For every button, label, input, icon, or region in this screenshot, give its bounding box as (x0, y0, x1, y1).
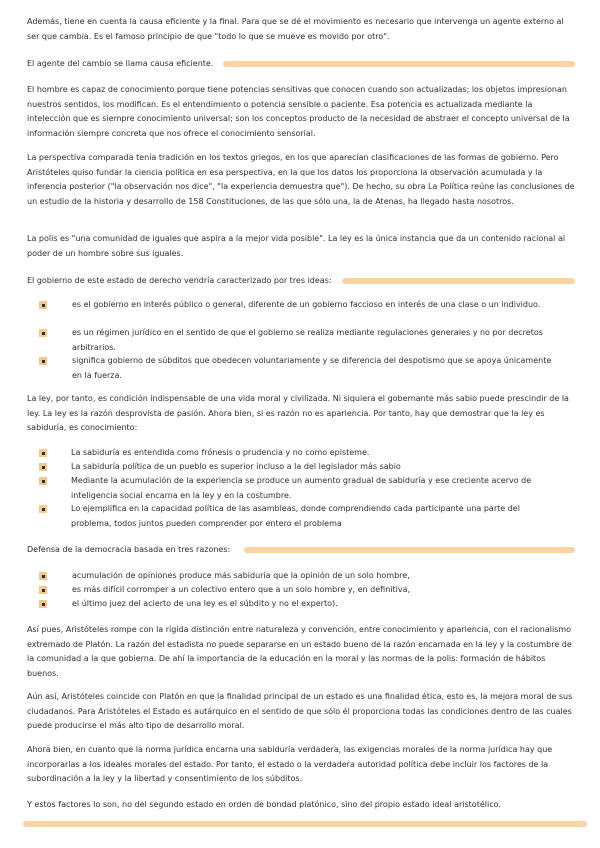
heading-text: Defensa de la democracia basada en tres razones: (27, 545, 231, 554)
paragraph-polis: La polis es "una comunidad de iguales que aspira a la mejor vida posible". La ley es la única instancia que da un contenido racional al poder de un hombre sobre sus iguales. (27, 234, 566, 258)
list-item: el último juez del acierto de una ley es el súbdito y no el experto). (39, 597, 559, 612)
list-item: acumulación de opiniones produce más sabiduría que la opinión de un solo hombre, (39, 569, 559, 584)
list-item: La sabiduría es entendida como frónesis o prudencia y no como episteme. (39, 446, 559, 461)
heading-text: El gobierno de este estado de derecho vendría caracterizado por tres ideas: (27, 276, 332, 285)
square-bullet-icon (39, 301, 47, 309)
heading-defensa-democracia (27, 543, 575, 558)
paragraph-asi-pues: Así pues, Aristóteles rompe con la rígida distinción entre naturaleza y convención, entre conocimiento y apariencia, con el racionalismo extremado de Platón. La razón del estadista no puede separarse en un estado bueno de la razón encarnada en la ley y la costumbre de la comunidad a la que gobierna. De ahí la importancia de la educación en la moral y las normas de la polis: formación de hábitos buenos. (27, 625, 572, 678)
square-bullet-icon (39, 463, 47, 471)
square-bullet-icon (39, 449, 47, 457)
paragraph-causa-eficiente-intro: Además, tiene en cuenta la causa eficiente y la final. Para que se dé el movimiento es necesario que intervenga un agente externo al ser que cambia. Es el famoso principio de que "todo lo que se mueve es movido por otro". (27, 17, 564, 41)
highlight-bar (342, 278, 575, 284)
paragraph-ahora-bien: Ahora bien, en cuanto que la norma jurídica encarna una sabiduría verdadera, las exigencias morales de la norma jurídica hay que incorporarlas a los ideales morales del estado. Por tanto, el estado o la verdadera autoridad política debe incluir los factores de la subordinación a la ley y la libertad y consentimiento de los súbditos. (27, 745, 553, 783)
paragraph-conocimiento: El hombre es capaz de conocimiento porque tiene potencias sensitivas que conocen cuando son actualizadas; los objetos impresionan nuestros sentidos, los modifican. Es el entendimiento o potencia sensible o paciente. Esa potencia es actualizada mediante la intelección que es siempre conocimiento universal; son los conceptos producto de la necesidad de abstraer el concepto universal de la información siempre concreta que nos ofrece el conocimiento sensorial. (27, 85, 570, 138)
highlight-bar (244, 547, 575, 553)
heading-gobierno-tres-ideas (27, 274, 575, 289)
paragraph-ley-condicion: La ley, por tanto, es condición indispensable de una vida moral y civilizada. Ni siquiera el gobernante más sabio puede prescindir de la ley. La ley es la razón desprovista de pasión. Ahora bien, si es razón no es apariencia. Por tanto, hay que demostrar que la ley es sabiduría, es conocimiento: (27, 394, 569, 432)
square-bullet-icon (39, 505, 47, 513)
square-bullet-icon (39, 572, 47, 580)
square-bullet-icon (39, 600, 47, 608)
square-bullet-icon (39, 329, 47, 337)
list-item: es más difícil corromper a un colectivo entero que a un solo hombre y, en definitiva, (39, 583, 559, 598)
heading-agente-del-cambio (27, 57, 575, 72)
paragraph-aun-asi: Aún así, Aristóteles coincide con Platón en que la finalidad principal de un estado es una finalidad ética, esto es, la mejora moral de sus ciudadanos. Para Aristóteles el Estado es autárquico en el sentido de que sólo él proporciona todas las condiciones dentro de las cuales puede producirse el más alto tipo de desarrollo moral. (27, 692, 573, 730)
square-bullet-icon (39, 477, 47, 485)
list-item: significa gobierno de súbditos que obedecen voluntariamente y se diferencia del despotismo que se apoya únicamente en la fuerza. (39, 354, 559, 383)
highlight-bar (23, 821, 587, 827)
list-item: es un régimen jurídico en el sentido de que el gobierno se realiza mediante regulaciones generales y no por decretos arbitrarios. (39, 326, 559, 355)
paragraph-estos-factores: Y estos factores lo son, no del segundo estado en orden de bondad platónico, sino del propio estado ideal aristotélico. (27, 800, 501, 809)
highlight-bar (223, 61, 575, 67)
list-item: Mediante la acumulación de la experiencia se produce un aumento gradual de sabiduría y ese creciente acervo de inteligencia social encarna en la ley y en la costumbre. (39, 474, 559, 503)
heading-text: El agente del cambio se llama causa eficiente. (27, 59, 214, 68)
list-item: es el gobierno en interés público o general, diferente de un gobierno faccioso en interés de una clase o un individuo. (39, 298, 559, 313)
list-item: La sabiduría política de un pueblo es superior incluso a la del legislador más sabio (39, 460, 559, 475)
square-bullet-icon (39, 357, 47, 365)
paragraph-perspectiva-comparada: La perspectiva comparada tenía tradición en los textos griegos, en los que aparecían clasificaciones de las formas de gobierno. Pero Aristóteles quiso fundar la ciencia política en esa perspectiva, en la que los datos los proporciona la observación acumulada y la inferencia posterior ("la observación nos dice", "la experiencia demuestra que"). De hecho, su obra La Política reúne las conclusiones de un estudio de la historia y desarrollo de 158 Constituciones, de las que sólo una, la de Atenas, ha llegado hasta nosotros. (27, 153, 575, 206)
square-bullet-icon (39, 586, 47, 594)
list-item: Lo ejemplifica en la capacidad política de las asambleas, donde comprendiendo cada participante una parte del problema, todos juntos pueden comprender por entero el problema (39, 502, 559, 531)
